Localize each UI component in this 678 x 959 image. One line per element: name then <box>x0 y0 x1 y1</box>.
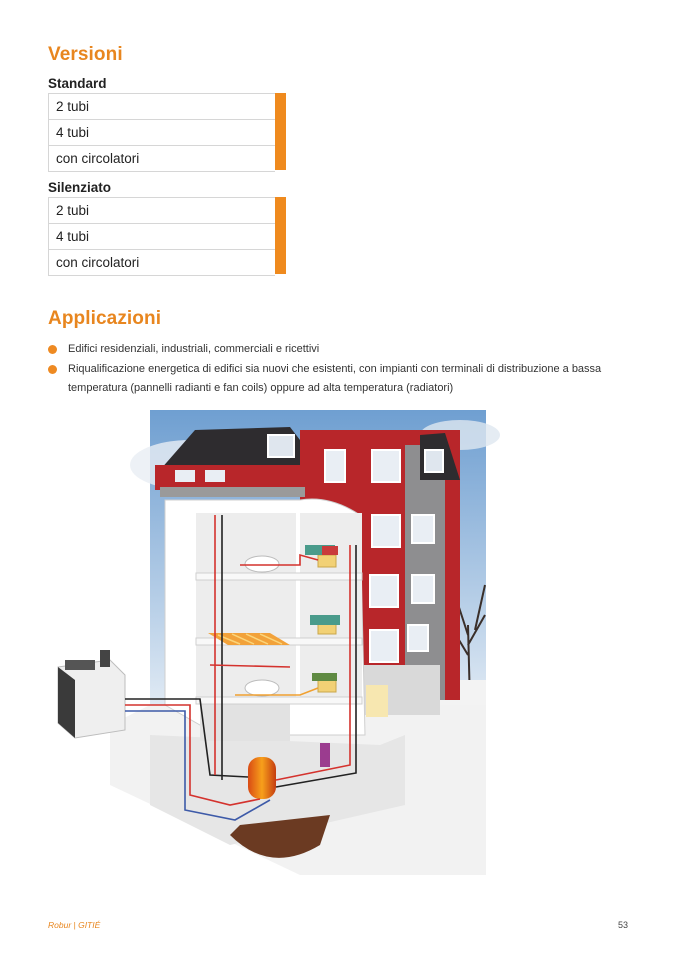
standard-accent-bar <box>275 93 286 170</box>
list-item: Edifici residenziali, industriali, commerciali e ricettivi <box>48 340 648 359</box>
storage-tank <box>248 757 276 799</box>
building-illustration <box>0 405 678 880</box>
heat-pump-unit <box>58 650 125 738</box>
bullet-dot-icon <box>48 365 57 374</box>
table-row: 2 tubi <box>49 198 275 224</box>
silent-accent-bar <box>275 197 286 274</box>
table-row: con circolatori <box>56 255 140 270</box>
versions-heading: Versioni <box>48 44 123 65</box>
footer-brand: Robur | GITIÉ <box>48 920 101 930</box>
silent-label: Silenziato <box>48 180 112 195</box>
list-item: Riqualificazione energetica di edifici sia nuovi che esistenti, con impianti con terminali di distribuzione a bassa temperatura (pannelli radianti e fan coils) oppure ad alta temperatura (radiatori) <box>48 360 648 398</box>
standard-label: Standard <box>48 76 107 91</box>
applications-list <box>48 340 648 398</box>
table-row: 2 tubi <box>49 94 275 120</box>
silent-table <box>48 197 275 276</box>
table-row: con circolatori <box>56 151 140 166</box>
bullet-dot-icon <box>48 345 57 354</box>
table-row: 4 tubi <box>49 120 275 146</box>
table-row: 4 tubi <box>49 224 275 250</box>
page-number: 53 <box>618 920 629 930</box>
applications-heading: Applicazioni <box>48 308 162 329</box>
standard-table <box>48 93 275 172</box>
